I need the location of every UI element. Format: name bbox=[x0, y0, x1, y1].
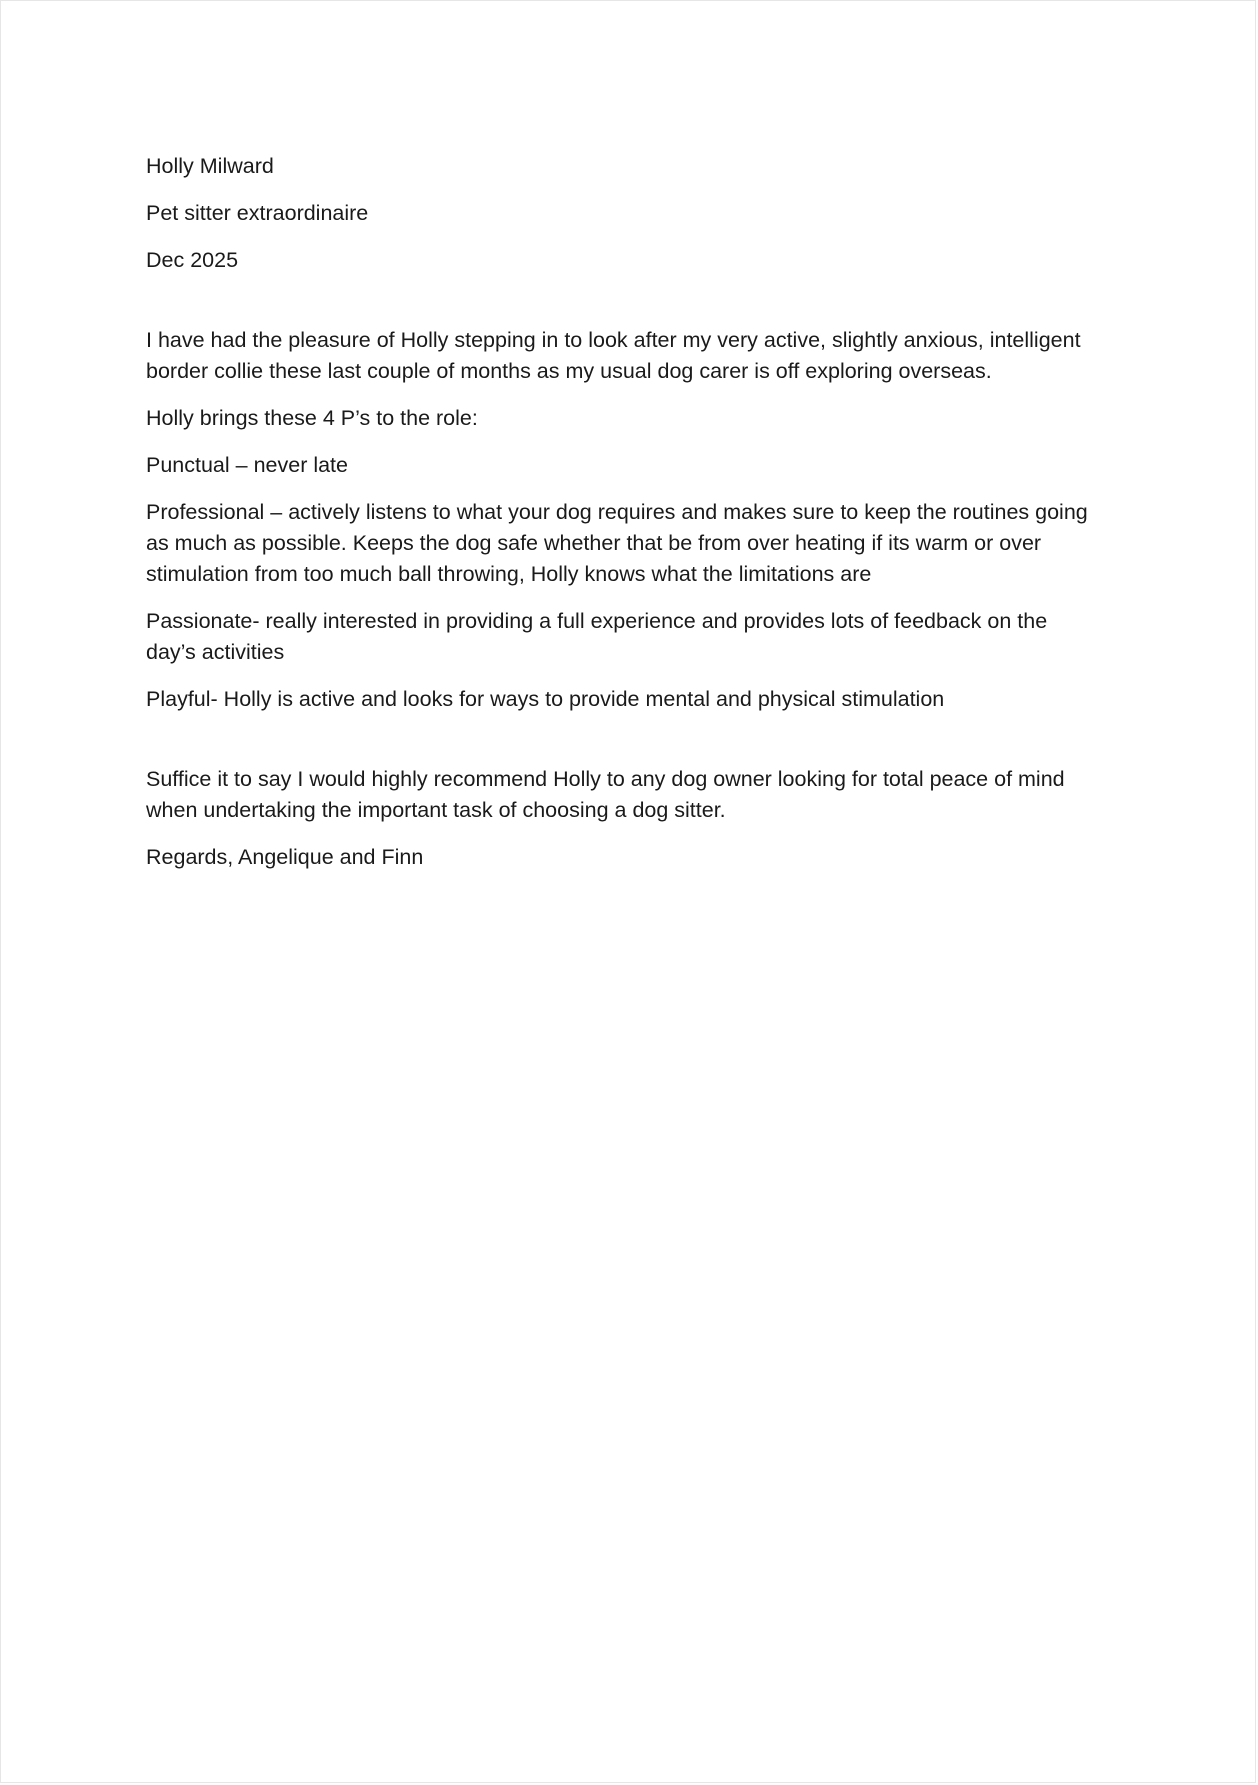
punctual-paragraph: Punctual – never late bbox=[146, 453, 348, 477]
signoff: Regards, Angelique and Finn bbox=[146, 845, 424, 869]
sender-name: Holly Milward bbox=[146, 154, 274, 178]
sender-role: Pet sitter extraordinaire bbox=[146, 201, 369, 225]
letter-date: Dec 2025 bbox=[146, 248, 239, 272]
recommendation-paragraph: Suffice it to say I would highly recommend Holly to any dog owner looking for total peace of mind when undertaking the important task of choosing a dog sitter. bbox=[146, 767, 1065, 822]
playful-paragraph: Playful- Holly is active and looks for ways to provide mental and physical stimulation bbox=[146, 687, 945, 711]
passionate-paragraph: Passionate- really interested in providing a full experience and provides lots of feedback on the day’s activities bbox=[146, 609, 1048, 664]
professional-paragraph: Professional – actively listens to what your dog requires and makes sure to keep the routines going as much as possible. Keeps the dog safe whether that be from over heating if its warm or over stimulation from too much ball throwing, Holly knows what the limitations are bbox=[146, 500, 1088, 586]
intro-paragraph: I have had the pleasure of Holly stepping in to look after my very active, slightly anxious, intelligent border collie these last couple of months as my usual dog carer is off exploring overseas. bbox=[146, 328, 1081, 383]
letter-body bbox=[146, 151, 1096, 889]
lead-paragraph: Holly brings these 4 P’s to the role: bbox=[146, 406, 478, 430]
